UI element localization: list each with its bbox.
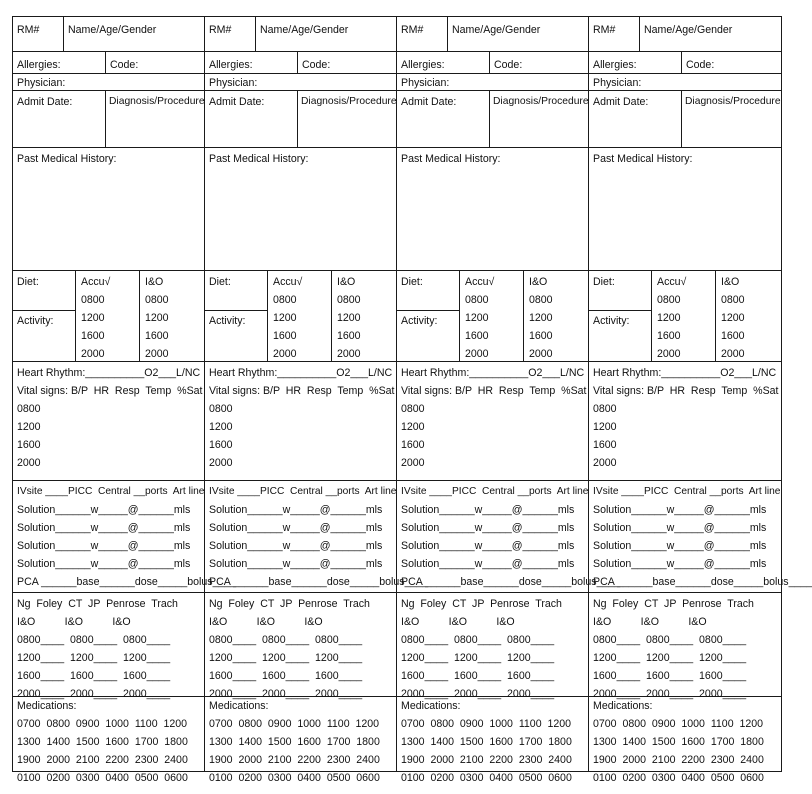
- allergies-section: [205, 52, 396, 74]
- iv-section: [205, 481, 429, 593]
- vitals-time: 0800: [17, 403, 41, 415]
- heart-rhythm-line: Heart Rhythm:__________O2___L/NC: [593, 367, 777, 379]
- vitals-time: 1200: [401, 421, 425, 433]
- io-time: 2000: [145, 348, 169, 360]
- tubes-io-line: I&O I&O I&O: [401, 616, 515, 628]
- io-label: I&O: [529, 276, 548, 288]
- tubes-section: [205, 593, 396, 700]
- pmh-section: [589, 148, 781, 271]
- vitals-time: 0800: [401, 403, 425, 415]
- io-time: 2000: [721, 348, 745, 360]
- name-age-gender-label: Name/Age/Gender: [452, 24, 541, 36]
- accu-time: 0800: [81, 294, 105, 306]
- io-time: 0800: [529, 294, 553, 306]
- accu-time: 1600: [81, 330, 105, 342]
- vitals-time: 1600: [593, 439, 617, 451]
- vitals-time: 2000: [17, 457, 41, 469]
- pca-line: PCA ______base______dose_____bolus____: [401, 576, 621, 588]
- vitals-time: 0800: [593, 403, 617, 415]
- activity-label: Activity:: [401, 315, 438, 327]
- physician-section: [13, 74, 204, 91]
- pca-line: PCA ______base______dose_____bolus____: [593, 576, 812, 588]
- accu-time: 1200: [273, 312, 297, 324]
- allergies-label: Allergies:: [17, 59, 61, 71]
- patient-column: [397, 17, 621, 784]
- patient-report-sheet: [12, 16, 812, 784]
- physician-section: [589, 74, 781, 91]
- solution-line: Solution______w_____@______mls: [401, 558, 575, 570]
- accu-time: 1600: [273, 330, 297, 342]
- medications-section: [205, 697, 396, 784]
- med-times-line: 1300 1400 1500 1600 1700 1800: [401, 736, 572, 748]
- tubes-section: [13, 593, 204, 700]
- med-times-line: 0100 0200 0300 0400 0500 0600: [17, 772, 188, 784]
- iv-site-line: IVsite ____PICC Central __ports Art line: [17, 486, 205, 497]
- vital-signs-line: Vital signs: B/P HR Resp Temp %Sat: [401, 385, 587, 397]
- diet-activity-section: [397, 271, 588, 362]
- accu-time: 1200: [657, 312, 681, 324]
- io-time: 2000: [529, 348, 553, 360]
- code-label: Code:: [686, 59, 715, 71]
- accu-time: 2000: [657, 348, 681, 360]
- code-label: Code:: [110, 59, 139, 71]
- admit-section: [589, 91, 781, 148]
- pmh-section: [397, 148, 588, 271]
- code-label: Code:: [494, 59, 523, 71]
- io-label: I&O: [145, 276, 164, 288]
- vitals-section: [205, 362, 396, 481]
- io-time: 2000: [337, 348, 361, 360]
- pmh-section: [13, 148, 204, 271]
- accu-label: Accu√: [657, 276, 687, 288]
- med-times-line: 0100 0200 0300 0400 0500 0600: [401, 772, 572, 784]
- code-label: Code:: [302, 59, 331, 71]
- admit-date-label: Admit Date:: [593, 96, 649, 108]
- vitals-time: 1200: [593, 421, 617, 433]
- io-time: 1600: [145, 330, 169, 342]
- activity-label: Activity:: [209, 315, 246, 327]
- medications-label: Medications:: [209, 700, 269, 712]
- vitals-time: 2000: [209, 457, 233, 469]
- solution-line: Solution______w_____@______mls: [593, 558, 767, 570]
- vitals-time: 1200: [209, 421, 233, 433]
- vitals-time: 1600: [209, 439, 233, 451]
- iv-section: [589, 481, 812, 593]
- tubes-section: [397, 593, 588, 700]
- tubes-time-line: 1600____ 1600____ 1600____: [401, 670, 555, 682]
- io-time: 1600: [721, 330, 745, 342]
- accu-time: 0800: [465, 294, 489, 306]
- med-times-line: 0100 0200 0300 0400 0500 0600: [209, 772, 380, 784]
- admit-date-label: Admit Date:: [209, 96, 265, 108]
- pmh-section: [205, 148, 396, 271]
- med-times-line: 0700 0800 0900 1000 1100 1200: [401, 718, 572, 730]
- name-age-gender-label: Name/Age/Gender: [68, 24, 157, 36]
- medications-section: [13, 697, 204, 784]
- pmh-label: Past Medical History:: [593, 153, 693, 165]
- accu-time: 2000: [81, 348, 105, 360]
- io-time: 1600: [337, 330, 361, 342]
- tubes-time-line: 1600____ 1600____ 1600____: [593, 670, 747, 682]
- admit-date-label: Admit Date:: [17, 96, 73, 108]
- allergies-section: [589, 52, 781, 74]
- diagnosis-label: Diagnosis/Procedure: [493, 96, 589, 107]
- accu-time: 1600: [657, 330, 681, 342]
- vital-signs-line: Vital signs: B/P HR Resp Temp %Sat: [17, 385, 203, 397]
- vitals-time: 1200: [17, 421, 41, 433]
- vitals-time: 2000: [401, 457, 425, 469]
- accu-time: 1600: [465, 330, 489, 342]
- solution-line: Solution______w_____@______mls: [17, 522, 191, 534]
- tubes-time-line: 1200____ 1200____ 1200____: [401, 652, 555, 664]
- med-times-line: 1900 2000 2100 2200 2300 2400: [17, 754, 188, 766]
- tubes-io-line: I&O I&O I&O: [17, 616, 131, 628]
- tubes-time-line: 2000____ 2000____ 2000____: [593, 688, 747, 700]
- io-time: 0800: [721, 294, 745, 306]
- medications-label: Medications:: [593, 700, 653, 712]
- accu-label: Accu√: [465, 276, 495, 288]
- header-section: [589, 17, 781, 52]
- patient-column: [205, 17, 429, 784]
- admit-section: [13, 91, 204, 148]
- iv-site-line: IVsite ____PICC Central __ports Art line: [209, 486, 397, 497]
- header-section: [397, 17, 588, 52]
- tubes-io-line: I&O I&O I&O: [209, 616, 323, 628]
- solution-line: Solution______w_____@______mls: [401, 540, 575, 552]
- solution-line: Solution______w_____@______mls: [17, 558, 191, 570]
- heart-rhythm-line: Heart Rhythm:__________O2___L/NC: [401, 367, 585, 379]
- admit-section: [397, 91, 588, 148]
- header-section: [13, 17, 204, 52]
- io-time: 1200: [337, 312, 361, 324]
- tubes-time-line: 0800____ 0800____ 0800____: [593, 634, 747, 646]
- physician-label: Physician:: [209, 77, 258, 89]
- physician-label: Physician:: [401, 77, 450, 89]
- tubes-time-line: 1200____ 1200____ 1200____: [593, 652, 747, 664]
- solution-line: Solution______w_____@______mls: [17, 504, 191, 516]
- iv-site-line: IVsite ____PICC Central __ports Art line: [593, 486, 781, 497]
- solution-line: Solution______w_____@______mls: [593, 540, 767, 552]
- solution-line: Solution______w_____@______mls: [209, 504, 383, 516]
- solution-line: Solution______w_____@______mls: [401, 504, 575, 516]
- rm-label: RM#: [593, 24, 616, 36]
- rm-label: RM#: [17, 24, 40, 36]
- header-section: [205, 17, 396, 52]
- med-times-line: 0700 0800 0900 1000 1100 1200: [17, 718, 188, 730]
- io-time: 1600: [529, 330, 553, 342]
- allergies-label: Allergies:: [401, 59, 445, 71]
- solution-line: Solution______w_____@______mls: [209, 558, 383, 570]
- diet-label: Diet:: [401, 276, 423, 288]
- heart-rhythm-line: Heart Rhythm:__________O2___L/NC: [209, 367, 393, 379]
- tubes-time-line: 0800____ 0800____ 0800____: [209, 634, 363, 646]
- physician-section: [397, 74, 588, 91]
- med-times-line: 1300 1400 1500 1600 1700 1800: [209, 736, 380, 748]
- diet-activity-section: [205, 271, 396, 362]
- tubes-io-line: I&O I&O I&O: [593, 616, 707, 628]
- accu-time: 1200: [465, 312, 489, 324]
- io-time: 0800: [337, 294, 361, 306]
- io-label: I&O: [337, 276, 356, 288]
- med-times-line: 1900 2000 2100 2200 2300 2400: [401, 754, 572, 766]
- admit-section: [205, 91, 396, 148]
- med-times-line: 0700 0800 0900 1000 1100 1200: [209, 718, 380, 730]
- tubes-time-line: 1600____ 1600____ 1600____: [209, 670, 363, 682]
- accu-time: 2000: [465, 348, 489, 360]
- tubes-time-line: 2000____ 2000____ 2000____: [401, 688, 555, 700]
- pmh-label: Past Medical History:: [401, 153, 501, 165]
- iv-site-line: IVsite ____PICC Central __ports Art line: [401, 486, 589, 497]
- iv-section: [397, 481, 621, 593]
- medications-label: Medications:: [17, 700, 77, 712]
- solution-line: Solution______w_____@______mls: [17, 540, 191, 552]
- io-time: 1200: [721, 312, 745, 324]
- med-times-line: 0700 0800 0900 1000 1100 1200: [593, 718, 764, 730]
- io-time: 1200: [529, 312, 553, 324]
- vitals-time: 1600: [401, 439, 425, 451]
- name-age-gender-label: Name/Age/Gender: [644, 24, 733, 36]
- tubes-header-line: Ng Foley CT JP Penrose Trach: [401, 598, 562, 610]
- io-label: I&O: [721, 276, 740, 288]
- tubes-time-line: 1200____ 1200____ 1200____: [17, 652, 171, 664]
- diagnosis-label: Diagnosis/Procedure: [301, 96, 397, 107]
- heart-rhythm-line: Heart Rhythm:__________O2___L/NC: [17, 367, 201, 379]
- diet-activity-section: [589, 271, 781, 362]
- iv-section: [13, 481, 237, 593]
- diet-activity-section: [13, 271, 204, 362]
- pca-line: PCA ______base______dose_____bolus____: [209, 576, 429, 588]
- accu-time: 0800: [657, 294, 681, 306]
- medications-section: [397, 697, 588, 784]
- diet-label: Diet:: [209, 276, 231, 288]
- tubes-header-line: Ng Foley CT JP Penrose Trach: [17, 598, 178, 610]
- allergies-label: Allergies:: [209, 59, 253, 71]
- allergies-section: [13, 52, 204, 74]
- diet-label: Diet:: [593, 276, 615, 288]
- patient-column: [589, 17, 812, 784]
- med-times-line: 1900 2000 2100 2200 2300 2400: [593, 754, 764, 766]
- allergies-label: Allergies:: [593, 59, 637, 71]
- accu-time: 0800: [273, 294, 297, 306]
- vitals-time: 1600: [17, 439, 41, 451]
- solution-line: Solution______w_____@______mls: [401, 522, 575, 534]
- io-time: 1200: [145, 312, 169, 324]
- pca-line: PCA ______base______dose_____bolus____: [17, 576, 237, 588]
- activity-label: Activity:: [17, 315, 54, 327]
- solution-line: Solution______w_____@______mls: [593, 522, 767, 534]
- tubes-time-line: 2000____ 2000____ 2000____: [209, 688, 363, 700]
- tubes-time-line: 0800____ 0800____ 0800____: [17, 634, 171, 646]
- tubes-time-line: 1600____ 1600____ 1600____: [17, 670, 171, 682]
- activity-label: Activity:: [593, 315, 630, 327]
- tubes-time-line: 1200____ 1200____ 1200____: [209, 652, 363, 664]
- vital-signs-line: Vital signs: B/P HR Resp Temp %Sat: [593, 385, 779, 397]
- accu-time: 2000: [273, 348, 297, 360]
- accu-label: Accu√: [273, 276, 303, 288]
- rm-label: RM#: [401, 24, 424, 36]
- vitals-section: [13, 362, 204, 481]
- admit-date-label: Admit Date:: [401, 96, 457, 108]
- vitals-time: 0800: [209, 403, 233, 415]
- solution-line: Solution______w_____@______mls: [209, 522, 383, 534]
- vitals-section: [397, 362, 588, 481]
- pmh-label: Past Medical History:: [17, 153, 117, 165]
- medications-section: [589, 697, 781, 784]
- diet-label: Diet:: [17, 276, 39, 288]
- tubes-header-line: Ng Foley CT JP Penrose Trach: [209, 598, 370, 610]
- diagnosis-label: Diagnosis/Procedure: [109, 96, 205, 107]
- physician-section: [205, 74, 396, 91]
- physician-label: Physician:: [17, 77, 66, 89]
- allergies-section: [397, 52, 588, 74]
- physician-label: Physician:: [593, 77, 642, 89]
- pmh-label: Past Medical History:: [209, 153, 309, 165]
- med-times-line: 0100 0200 0300 0400 0500 0600: [593, 772, 764, 784]
- accu-time: 1200: [81, 312, 105, 324]
- patient-column: [13, 17, 237, 784]
- accu-label: Accu√: [81, 276, 111, 288]
- med-times-line: 1300 1400 1500 1600 1700 1800: [593, 736, 764, 748]
- tubes-time-line: 2000____ 2000____ 2000____: [17, 688, 171, 700]
- vitals-section: [589, 362, 781, 481]
- tubes-header-line: Ng Foley CT JP Penrose Trach: [593, 598, 754, 610]
- medications-label: Medications:: [401, 700, 461, 712]
- io-time: 0800: [145, 294, 169, 306]
- vital-signs-line: Vital signs: B/P HR Resp Temp %Sat: [209, 385, 395, 397]
- solution-line: Solution______w_____@______mls: [593, 504, 767, 516]
- solution-line: Solution______w_____@______mls: [209, 540, 383, 552]
- vitals-time: 2000: [593, 457, 617, 469]
- tubes-section: [589, 593, 781, 700]
- med-times-line: 1900 2000 2100 2200 2300 2400: [209, 754, 380, 766]
- diagnosis-label: Diagnosis/Procedure: [685, 96, 781, 107]
- med-times-line: 1300 1400 1500 1600 1700 1800: [17, 736, 188, 748]
- tubes-time-line: 0800____ 0800____ 0800____: [401, 634, 555, 646]
- name-age-gender-label: Name/Age/Gender: [260, 24, 349, 36]
- rm-label: RM#: [209, 24, 232, 36]
